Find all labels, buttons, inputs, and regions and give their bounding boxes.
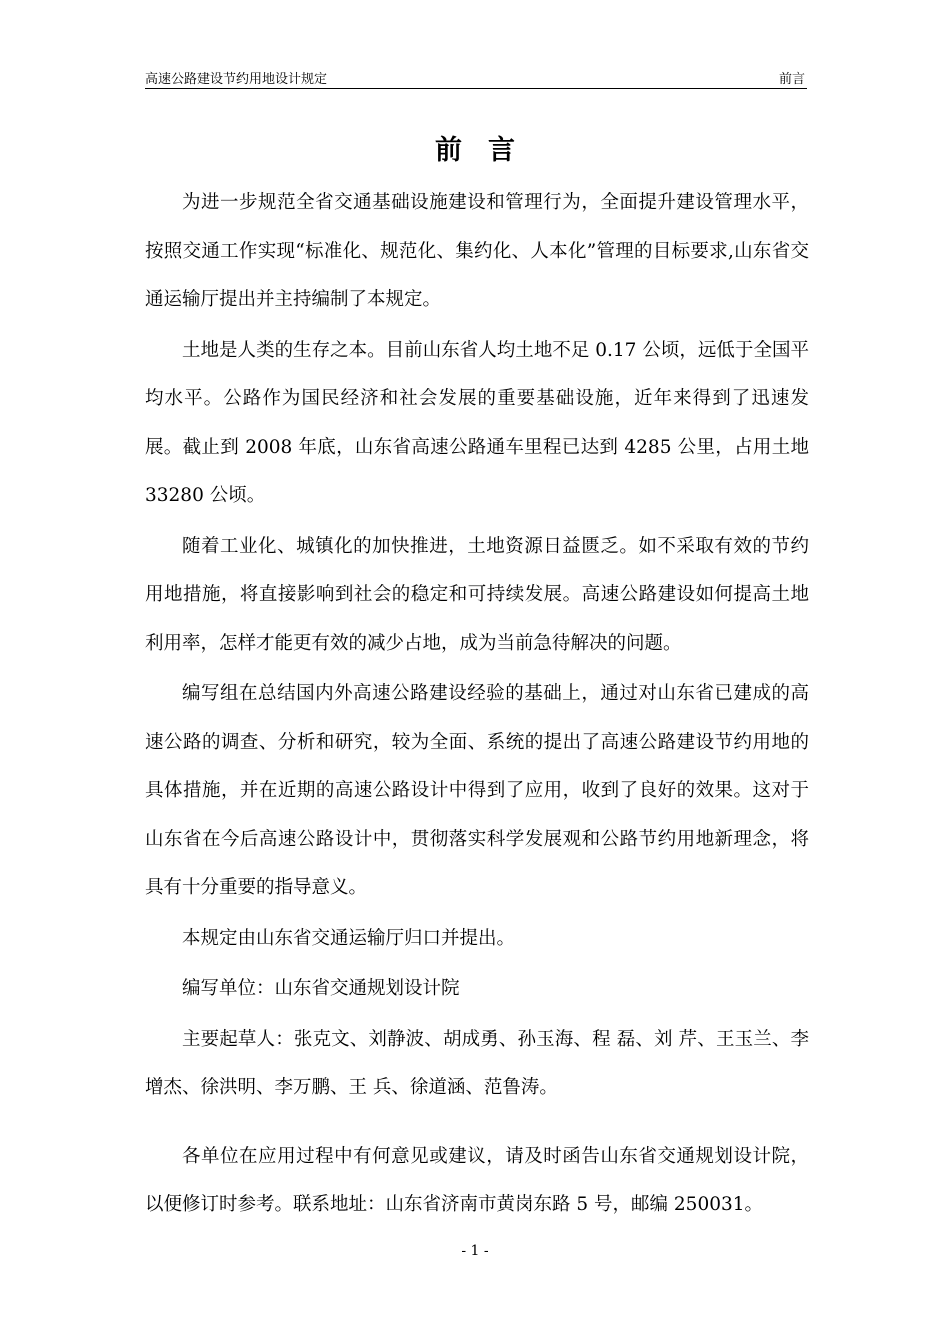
paragraph-research-summary: 编写组在总结国内外高速公路建设经验的基础上，通过对山东省已建成的高速公路的调查、分析和研究，较为全面、系统的提出了高速公路建设节约用地的具体措施，并在近期的高速公路设计中得到了应用，收到了良好的效果。这对于山东省在今后高速公路设计中，贯彻落实科学发展观和公路节约用地新理念，将具有十分重要的指导意义。 <box>145 683 809 898</box>
header-section-name: 前言 <box>778 72 805 87</box>
header-document-title: 高速公路建设节约用地设计规定 <box>145 72 328 87</box>
paragraph-feedback-contact: 各单位在应用过程中有何意见或建议，请及时函告山东省交通规划设计院，以便修订时参考。联系地址：山东省济南市黄岗东路 5 号，邮编 250031。 <box>145 1145 809 1215</box>
paragraph-land-statistics: 土地是人类的生存之本。目前山东省人均土地不足 0.17 公顷，远低于全国平均水平。公路作为国民经济和社会发展的重要基础设施，近年来得到了迅速发展。截止到 2008 年底，山东省高速公路通车里程已达到 4285 公里，占用土地 33280 公顷。 <box>145 339 809 506</box>
page-title: 前言 <box>435 135 541 166</box>
body-text <box>145 179 809 1232</box>
paragraph-drafters: 主要起草人：张克文、刘静波、胡成勇、孙玉海、程 磊、刘 芹、王玉兰、李增杰、徐洪明、李万鹏、王 兵、徐道涵、范鲁涛。 <box>145 1028 809 1098</box>
paragraph-purpose: 为进一步规范全省交通基础设施建设和管理行为，全面提升建设管理水平，按照交通工作实现“标准化、规范化、集约化、人本化”管理的目标要求,山东省交通运输厅提出并主持编制了本规定。 <box>145 192 809 310</box>
page-number: - 1 - <box>461 1243 489 1259</box>
paragraph-compiling-unit: 编写单位：山东省交通规划设计院 <box>182 978 460 999</box>
paragraph-land-scarcity: 随着工业化、城镇化的加快推进，土地资源日益匮乏。如不采取有效的节约用地措施，将直接影响到社会的稳定和可持续发展。高速公路建设如何提高土地利用率，怎样才能更有效的减少占地，成为当前急待解决的问题。 <box>145 535 809 654</box>
paragraph-issuer: 本规定由山东省交通运输厅归口并提出。 <box>182 927 516 949</box>
running-header <box>145 66 807 89</box>
